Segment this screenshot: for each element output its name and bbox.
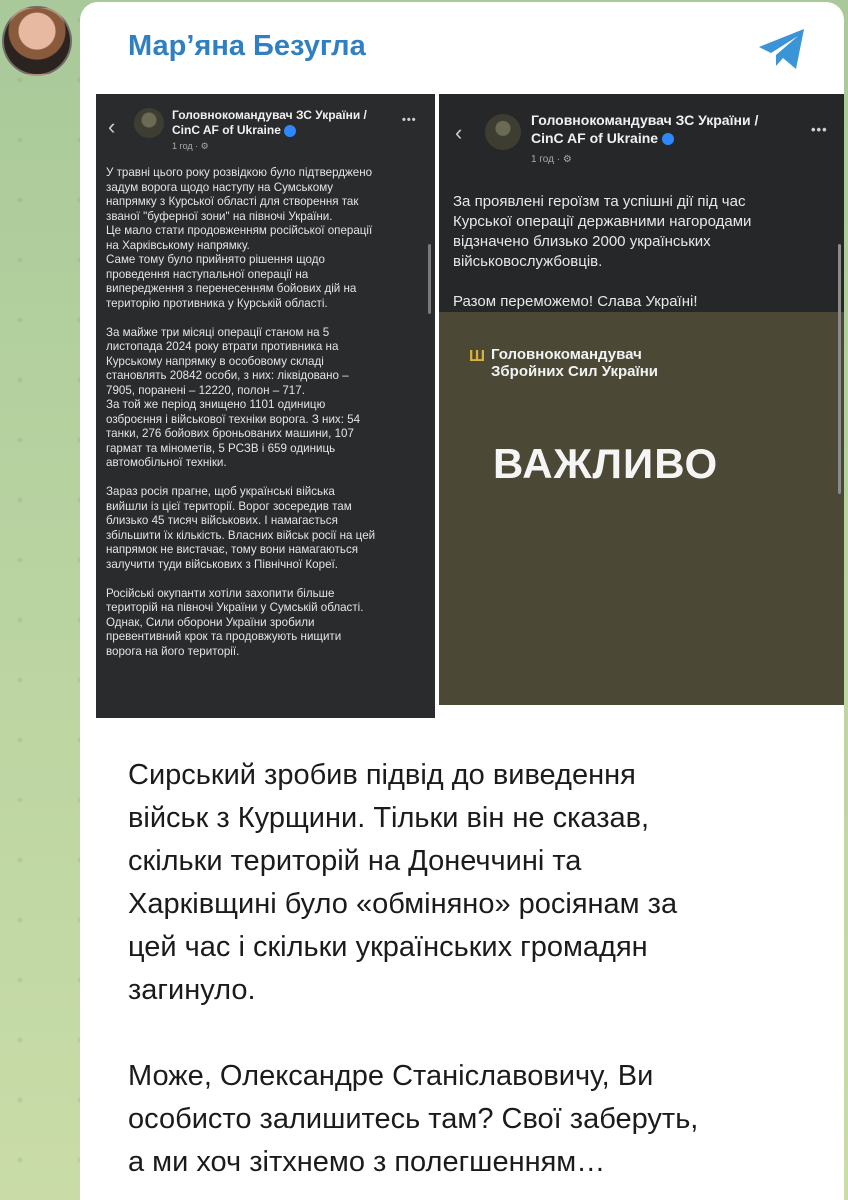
post-body: У травні цього року розвідкою було підтверджено задум ворога щодо наступу на Сумському напрямку з Курської області для створення так званої "буферної зони" на півночі України. Це мало стати продовженням російської операції на Харківському напрямку. Саме тому було прийнято рішення щодо проведення наступальної операції на випередження з перенесенням бойових дій на територію противника у Курській області. За майже три місяці операції станом на 5 листопада 2024 року втрати противника на Курському напрямку в особовому складі становлять 20842 особи, з них: ліквідовано – 7905, поранені – 12220, полон – 717. За той же період знищено 1101 одиницю озброєння і військової техніки ворога. З них: 54 танки, 276 бойових броньованих машини, 107 гармат та мінометів, 5 РСЗВ і 659 одиниць автомобільної техніки. Зараз росія прагне, щоб українські війська вийшли із цієї території. Ворог зосередив там близько 45 тисяч військових. І намагається збільшити їх кількість. Власних військ росії на цей напрямок не вистачає, тому вони намагаються залучити туди військових з Північної Кореї. Російські окупанти хотіли захопити більше територій на півночі України у Сумській області. Однак, Сили оборони України зробили превентивний крок та продовжують нищити ворога на його території. bbox=[106, 166, 376, 658]
author-name[interactable] bbox=[172, 108, 367, 138]
back-icon[interactable]: ‹ bbox=[455, 120, 463, 145]
author-name-line1: Головнокомандувач ЗС України / bbox=[172, 108, 367, 122]
telegram-plane-icon[interactable] bbox=[756, 26, 808, 72]
back-icon[interactable]: ‹ bbox=[108, 114, 116, 139]
post-body: За проявлені героїзм та успішні дії під час Курської операції державними нагородами відзначено близько 2000 українських військовослужбовців. Разом переможемо! Слава Україні! bbox=[453, 193, 752, 310]
more-options-icon[interactable]: ••• bbox=[402, 114, 417, 126]
author-name-line2: CinC AF of Ukraine bbox=[531, 129, 659, 146]
right-post-screenshot bbox=[439, 94, 844, 722]
verified-icon bbox=[284, 125, 296, 137]
author-name-line2: CinC AF of Ukraine bbox=[172, 123, 281, 137]
scrollbar[interactable] bbox=[428, 244, 431, 314]
author-name[interactable] bbox=[531, 112, 758, 147]
message-text: Сирський зробив підвід до виведення військ з Курщини. Тільки він не сказав, скільки територій на Донеччині та Харківщині було «обміняно» росіянам за цей час і скільки українських громадян загинуло. Може, Олександре Станіславовичу, Ви особисто залишитесь там? Свої заберуть, а ми хоч зітхнемо з полегшенням… bbox=[128, 759, 699, 1178]
sender-avatar[interactable] bbox=[2, 6, 72, 76]
important-banner[interactable] bbox=[439, 312, 844, 705]
banner-organization: Головнокомандувач Збройних Сил України bbox=[491, 346, 659, 380]
post-time: 1 год · ⚙ bbox=[531, 154, 572, 165]
sender-name[interactable]: Мар’яна Безугла bbox=[128, 30, 366, 62]
divider bbox=[439, 705, 844, 722]
post-header bbox=[96, 94, 435, 154]
banner-title: ВАЖЛИВО bbox=[493, 440, 719, 487]
scrollbar[interactable] bbox=[838, 244, 841, 494]
more-options-icon[interactable]: ••• bbox=[811, 122, 828, 137]
verified-icon bbox=[662, 133, 674, 145]
left-post-screenshot bbox=[96, 94, 435, 718]
post-header bbox=[439, 94, 844, 165]
message-bubble bbox=[80, 2, 844, 1200]
author-name-line1: Головнокомандувач ЗС України / bbox=[531, 112, 759, 128]
author-avatar bbox=[134, 108, 164, 138]
author-avatar bbox=[485, 114, 521, 150]
post-time: 1 год · ⚙ bbox=[172, 141, 209, 151]
trident-icon: Ш bbox=[469, 348, 486, 365]
